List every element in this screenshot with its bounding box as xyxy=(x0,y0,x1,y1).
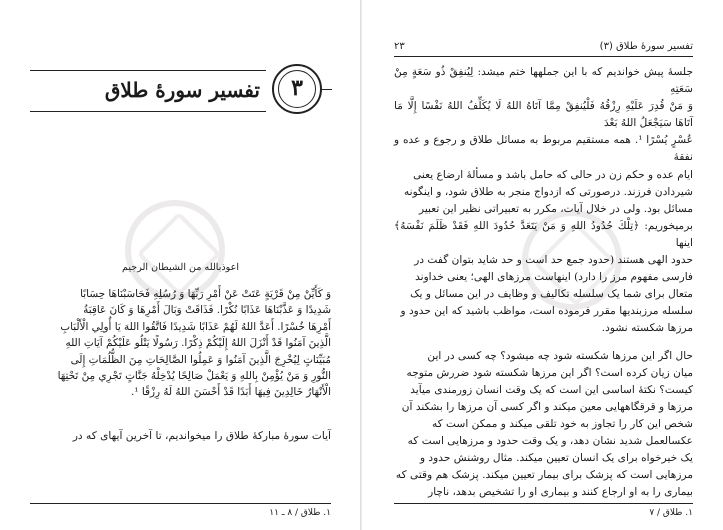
quran-line: الْأَنْهَارُ خَالِدِينَ فِيهَا أَبَدًا قَدْ أَحْسَنَ اللهُ لَهُ رِزْقًا ¹. xyxy=(131,386,331,399)
footnote: ۱. طلاق / ۸ ـ ۱۱ xyxy=(269,508,331,518)
quran-line: وَ كَأَيِّنْ مِنْ قَرْيَةٍ عَتَتْ عَنْ أَمْرِ رَبِّهَا وَ رُسُلِهِ فَحَاسَبْنَاهَا حِسَابًا xyxy=(80,288,331,300)
watermark-logo xyxy=(125,200,225,300)
body-line: حال اگر این مرزها شکسته شود چه میشود؟ چه کسی در این xyxy=(427,349,693,362)
body-text xyxy=(394,64,693,501)
quran-line: الَّذِينَ آمَنُوا قَدْ أَنْزَلَ اللهُ إِلَيْكُمْ ذِكْرًا. رَسُولًا يَتْلُو عَلَيْكُمْ آيَاتِ اللهِ xyxy=(65,337,331,350)
body-line: یک خیرخواه برای یک انسان تعیین میکند. مثال روشنش حدود و xyxy=(419,452,693,465)
footnote-area xyxy=(30,503,331,518)
body-line: ایام عده و حکم زن در حالی که حامل باشد و مسألهٔ ارضاع یعنی xyxy=(413,168,693,181)
body-line: مرزها و قرقگاههایی معین میکند و اگر کسی آن مرزها را بشکند آن xyxy=(401,400,693,413)
body-line: شیردادن فرزند. درصورتی که ازدواج منجر به طلاق شود، و اینگونه xyxy=(403,185,693,198)
quran-line: شَدِيدًا وَ عَذَّبْنَاهَا عَذَابًا نُكْرًا. فَذَاقَتْ وَبَالَ أَمْرِهَا وَ كَانَ عَاقِبَةُ xyxy=(83,304,331,317)
body-line: برمیخوریم: ﴿تِلْكَ حُدُودُ اللهِ وَ مَنْ يَتَعَدَّ حُدُودَ اللهِ فَقَدْ ظَلَمَ نَفْسَهُ﴾ اینها xyxy=(394,219,693,249)
quran-line: النُّورِ وَ مَنْ يُؤْمِنْ بِاللهِ وَ يَعْمَلْ صَالِحًا يُدْخِلْهُ جَنَّاتٍ تَجْرِي مِنْ تَحْتِهَا xyxy=(57,370,331,383)
body-line: حدود الهی هستند (حدود جمع حد است و حد شاید بتوان گفت در xyxy=(414,254,693,267)
chapter-title: تفسیر سورهٔ طلاق xyxy=(104,78,260,102)
body-line: جلسهٔ پیش خواندیم که با این جملهها ختم میشد: لِيُنفِقْ ذُو سَعَةٍ مِنْ سَعَتِهِ xyxy=(394,66,693,96)
quran-line: أَمْرِهَا خُسْرًا. أَعَدَّ اللهُ لَهُمْ عَذَابًا شَدِيدًا فَاتَّقُوا اللهَ يَا أُولِي الْأَلْبَابِ xyxy=(60,320,331,333)
body-line: میان زیان کرده است؟ اگر این مرزها شکسته شود ضررش متوجه xyxy=(406,366,693,379)
running-header xyxy=(394,40,693,57)
body-line: آیات سورهٔ مبارکهٔ طلاق را میخواندیم، تا آخرین آیهای که در xyxy=(72,430,331,442)
body-line: بیماری را به او ارجاع کنند و بیماری او را تشخیص بدهد، ناچار xyxy=(428,486,693,499)
body-line: مرزها شکسته نشود. xyxy=(601,322,693,335)
page-number: ۲۳ xyxy=(394,41,405,52)
body-line: متعال برای شما یک سلسله تکالیف و وظایف در این مسائل و یک xyxy=(410,288,693,301)
body-line: کیست؟ نکتهٔ اساسی این است که یک وقت انسان زورمندی میآید xyxy=(410,383,693,396)
quran-line: مُبَيِّنَاتٍ لِيُخْرِجَ الَّذِينَ آمَنُوا وَ عَمِلُوا الصَّالِحَاتِ مِنَ الظُّلُمَاتِ إِلَى xyxy=(70,353,331,366)
body-line: سلسله مرزبندیها مقرر فرموده است، مواظب باشید که این حدود و xyxy=(400,305,693,318)
footnote-area xyxy=(394,503,693,518)
quran-verses xyxy=(30,286,331,401)
body-line: مسائل بود. ولی در خلال آیات، مکرر به تعبیراتی نظیر این تعبیر xyxy=(418,202,693,215)
body-line: شخص این کار را تجاوز به خود تلقی میکند و ممکن است که xyxy=(431,417,693,430)
chapter-number-badge xyxy=(272,64,322,114)
body-line: فارسی مفهوم مرز را دارد) اینهاست مرزهای الهی؛ یعنی خداوند xyxy=(415,271,693,284)
istiadha-line: اعوذبالله من الشیطان الرجیم xyxy=(121,262,240,273)
footnote: ۱. طلاق / ۷ xyxy=(649,508,693,518)
body-text xyxy=(30,428,331,445)
body-line: عُسْرٍ يُسْرًا ¹. همه مستقیم مربوط به مسائل طلاق و رجوع و عده و نفقهٔ xyxy=(394,134,693,164)
chapter-rule-connector xyxy=(322,89,332,90)
chapter-header xyxy=(30,70,266,112)
right-page xyxy=(362,0,723,530)
body-line: عکسالعمل شدید نشان دهد، و یک وقت حدود و مرزهایی است که xyxy=(407,434,693,447)
running-title: تفسیر سورهٔ طلاق (۳) xyxy=(599,41,693,52)
left-page xyxy=(0,0,361,530)
body-line: وَ مَنْ قُدِرَ عَلَيْهِ رِزْقُهُ فَلْيُنفِقْ مِمَّا آتَاهُ اللهُ لَا يُكَلِّفُ اللهُ نَفْسًا إِلَّا مَا آتَاهَا سَيَجْعَلُ اللهُ بَعْدَ xyxy=(394,100,693,130)
chapter-number: ۳ xyxy=(291,75,303,101)
body-line: مرزهایی است که پزشک برای بیمار تعیین میکند. پزشک هم وقتی که xyxy=(395,469,693,482)
